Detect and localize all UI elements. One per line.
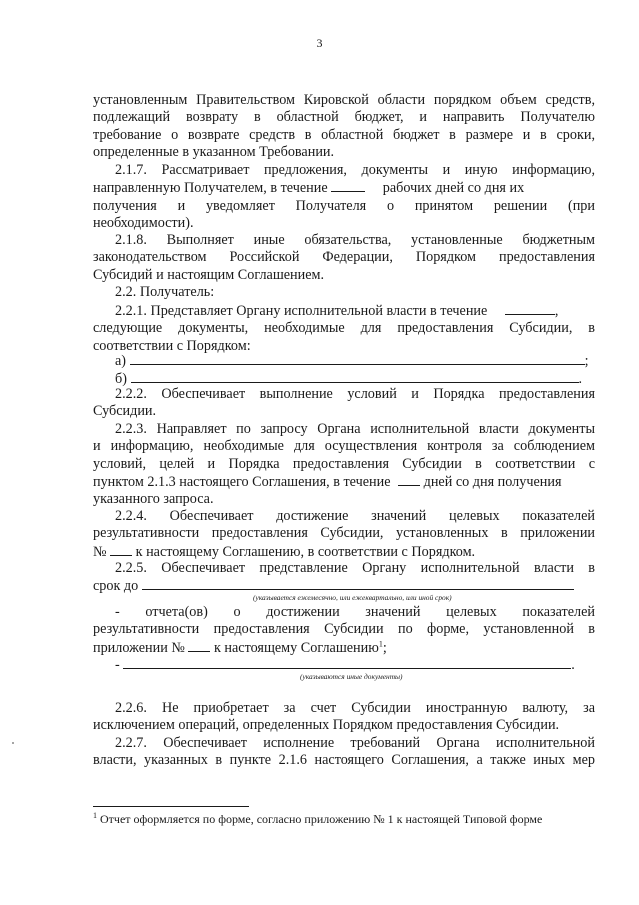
text-fragment: пунктом 2.1.3 настоящего Соглашения, в течение [93, 473, 391, 490]
deadline-blank [142, 577, 574, 590]
paragraph-2-2-5 [93, 560, 595, 596]
text-fragment: 2.2.1. Представляет Органу исполнительной власти в течение [115, 303, 488, 319]
text-line: 2.2.4. Обеспечивает достижение значений целевых показателей [115, 508, 595, 524]
text-line: условий, целей и Порядка предоставления Субсидии в соответствии с [93, 455, 595, 472]
text-line: установленным Правительством Кировской области порядком объем средств, [93, 92, 595, 108]
text-line: 2.2.2. Обеспечивает выполнение условий и Порядка предоставления [115, 386, 595, 402]
text-fragment: рабочих дней со дня их [382, 180, 525, 197]
text-fragment: направленную Получателем, в течение [93, 180, 328, 197]
text-line: законодательством Российской Федерации, Порядком предоставления [93, 249, 595, 266]
paragraph-2-2-7 [93, 735, 595, 770]
text-line [93, 473, 595, 491]
footnote-reference: 1 [378, 638, 383, 648]
text-fragment: дней со дня получения [423, 473, 562, 490]
text-line [93, 639, 595, 657]
text-fragment: № [93, 543, 107, 560]
paragraph-2-2-2 [93, 386, 595, 421]
text-line: и информацию, необходимые для осуществления контроля за соблюдением [93, 438, 595, 455]
footnote-mark: 1 [93, 811, 97, 820]
text-fragment: , [554, 303, 559, 319]
paragraph-2-2-4 [93, 508, 595, 561]
text-fragment: ; [382, 639, 387, 656]
text-line: указанного запроса. [93, 491, 214, 508]
text-line: требование о возврате средств в областной бюджет в размере и в сроки, [93, 126, 595, 143]
text-line: Субсидий и настоящим Соглашением. [93, 266, 325, 283]
text-line: 2.2.3. Направляет по запросу Органа исполнительной власти документы [115, 421, 595, 437]
text-line: власти, указанных в пункте 2.1.6 настоящего Соглашения, а также иных мер [93, 752, 595, 769]
text-line: результативности предоставления Субсидии по форме, установленной в [93, 621, 595, 638]
text-line: подлежащий возврату в областной бюджет, и направить Получателю [93, 109, 595, 126]
annex-number-blank [188, 639, 210, 652]
footnote-separator [93, 806, 249, 807]
section-2-2 [93, 284, 595, 301]
text-line: получения и уведомляет Получателя о принятом решении (при [93, 197, 595, 214]
document-blank [131, 370, 579, 383]
list-end: ; [584, 353, 589, 369]
text-line: - отчета(ов) о достижении значений целевых показателей [115, 604, 595, 620]
text-line: 2.2.7. Обеспечивает исполнение требований Органа исполнительной [115, 735, 595, 751]
text-line: соответствии с Порядком: [93, 337, 251, 354]
paragraph-2-2-3 [93, 421, 595, 508]
text-line [93, 179, 595, 197]
text-line: исключением операций, определенных Порядком предоставления Субсидии. [93, 717, 560, 734]
annex-number-blank [110, 543, 132, 556]
page-number: 3 [316, 36, 323, 50]
text-line: 2.2.5. Обеспечивает представление Органу исполнительной власти в [115, 560, 595, 576]
list-label: б) [115, 371, 127, 388]
list-label: а) [115, 353, 127, 369]
footnote [93, 812, 542, 827]
text-fragment: приложении № [93, 639, 185, 656]
list-dash: - [115, 657, 120, 673]
text-fragment: к настоящему Соглашению [213, 639, 379, 656]
text-line: 2.1.7. Рассматривает предложения, документы и иную информацию, [115, 162, 595, 178]
text-fragment: к настоящему Соглашению, в соответствии с Порядком. [135, 543, 476, 560]
list-item [93, 352, 595, 370]
text-fragment: срок до [93, 578, 139, 595]
days-blank [398, 473, 420, 486]
document-blank [130, 352, 585, 365]
text-line [93, 302, 595, 320]
text-line [93, 543, 595, 561]
list-end: . [571, 657, 575, 673]
paragraph-report [93, 604, 595, 657]
paragraph-2-2-6 [93, 700, 595, 735]
days-blank [331, 179, 365, 192]
list-end: . [578, 371, 583, 388]
footnote-text: Отчет оформляется по форме, согласно приложению № 1 к настоящей Типовой форме [100, 812, 543, 826]
paragraph-2-1-7 [93, 162, 595, 232]
text-line: определенные в указанном Требовании. [93, 143, 335, 160]
deadline-hint: (указывается ежемесячно, или ежеквартально, или иной срок) [253, 593, 452, 602]
paragraph-2-2-1 [93, 302, 595, 355]
text-line: следующие документы, необходимые для предоставления Субсидии, в [93, 320, 595, 337]
text-line: 2.2.6. Не приобретает за счет Субсидии иностранную валюту, за [115, 700, 595, 716]
other-documents-hint: (указываются иные документы) [300, 672, 403, 681]
text-line: 2.1.8. Выполняет иные обязательства, установленные бюджетным [115, 232, 595, 248]
text-line: необходимости). [93, 214, 194, 231]
text-line: Субсидии. [93, 403, 157, 420]
paragraph-2-1-8 [93, 232, 595, 284]
term-blank [505, 302, 555, 315]
text-line: результативности предоставления Субсидии, установленных в приложении [93, 525, 595, 542]
other-documents-blank [123, 656, 571, 669]
paragraph-intro [93, 92, 595, 161]
documents-list [93, 352, 595, 389]
section-heading: 2.2. Получатель: [115, 284, 215, 300]
scan-speck [12, 742, 14, 744]
